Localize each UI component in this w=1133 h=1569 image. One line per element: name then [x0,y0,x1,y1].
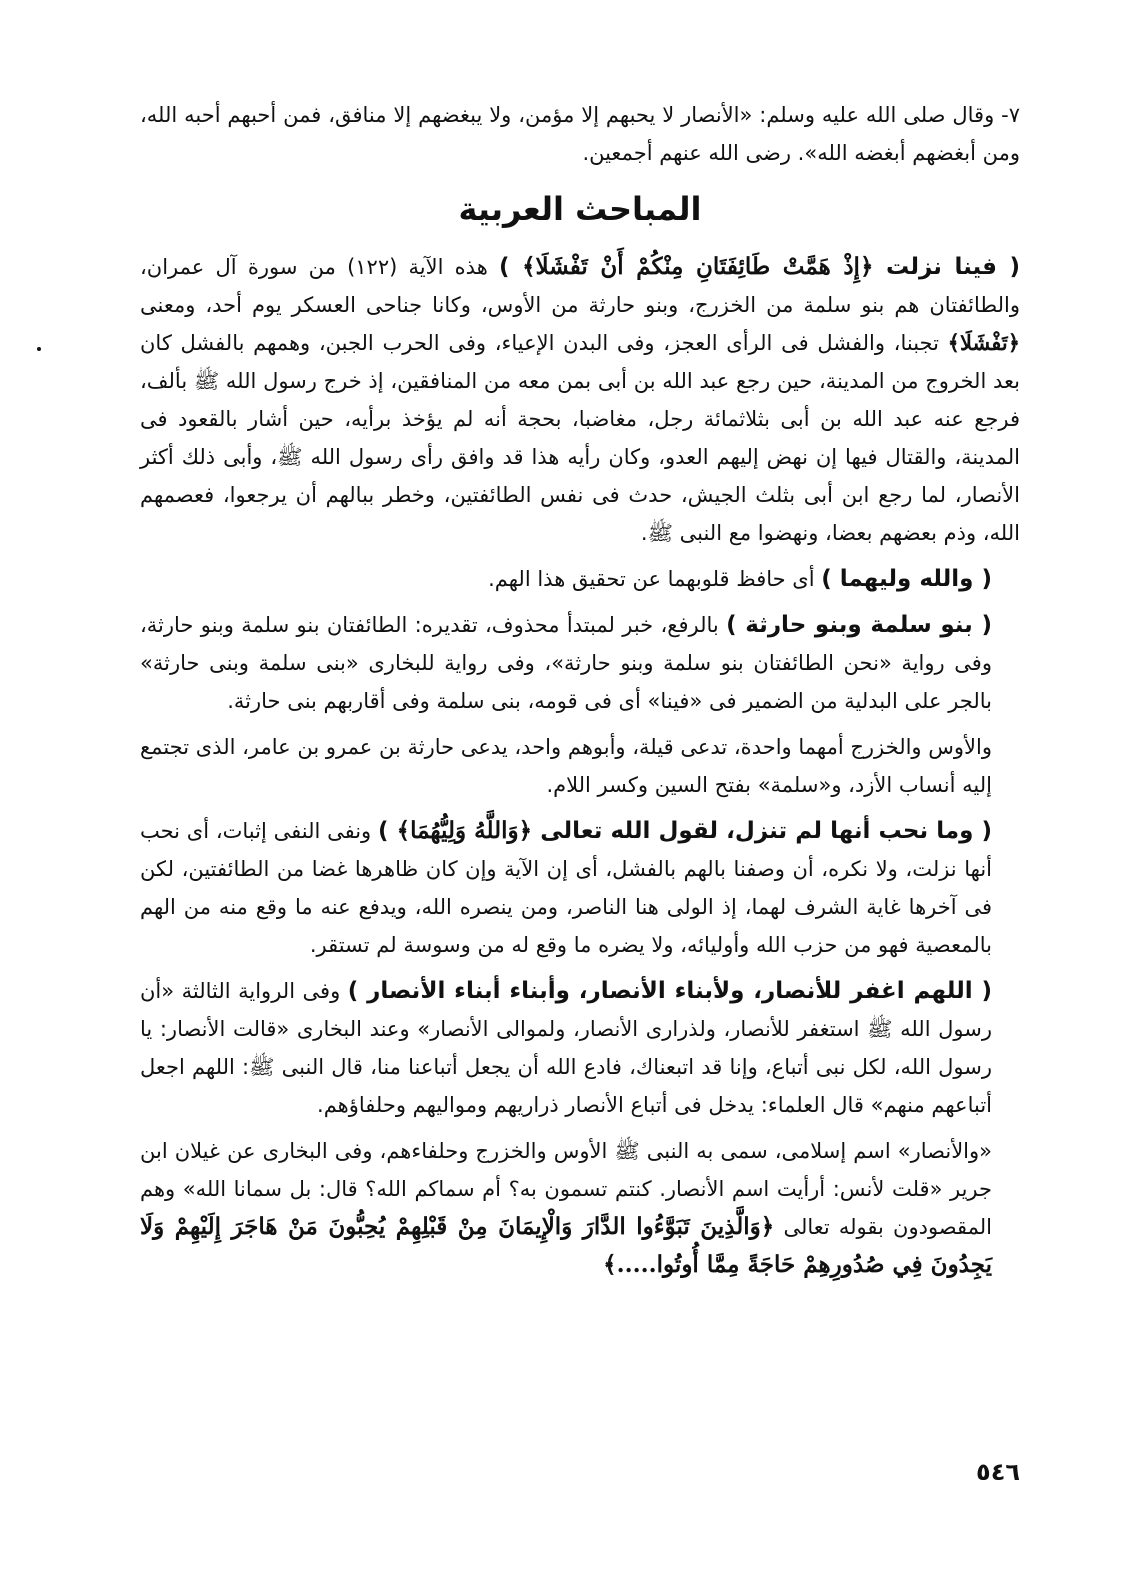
section-2-body: أى حافظ قلوبهما عن تحقيق هذا الهم. [488,567,822,591]
section-2 [140,560,1020,598]
section-1-body-2: تجبنا، والفشل فى الرأى العجز، وفى البدن الإعياء، وفى الحرب الجبن، وهمهم بالفشل كان بعد الخروج من المدينة، حين رجع عبد الله بن أبى بمن معه من المنافقين، إذ خرج رسول الله ﷺ بألف، فرجع عنه عبد الله بن أبى بثلاثمائة رجل، مغاضبا، بحجة أنه لم يؤخذ برأيه، حين أشار بالقعود فى المدينة، والقتال فيها إن نهض إليهم العدو، وكان رأيه هذا قد وافق رأى رسول الله ﷺ، وأبى ذلك أكثر الأنصار، لما رجع ابن أبى بثلث الجيش، حدث فى نفس الطائفتين، وخطر ببالهم أن يرجعوا، فعصمهم الله، وذم بعضهم بعضا، ونهضوا مع النبى ﷺ. [140,331,1020,545]
section-7-body: «والأنصار» اسم إسلامى، سمى به النبى ﷺ الأوس والخزرج وحلفاءهم، وفى البخارى عن غيلان ابن جرير «قلت لأنس: أرأيت اسم الأنصار. كنتم تسمون به؟ أم سماكم الله؟ قال: بل سمانا الله» وهم المقصودون بقوله تعالى [140,1139,993,1239]
section-3-body: بالرفع، خبر لمبتدأ محذوف، تقديره: الطائفتان بنو سلمة وبنو حارثة، وفى رواية «نحن الطائفتان بنو سلمة وبنو حارثة»، وفى رواية للبخارى «بنى سلمة وبنى حارثة» بالجر على البدلية من الضمير فى «فينا» أى فى قومه، بنى سلمة وفى أقاربهم بنى حارثة. [140,613,992,713]
page-body [140,96,1020,1292]
page-number: ٥٤٦ [976,1458,1020,1486]
section-1-lead-close: ) [499,254,523,280]
section-3 [140,606,1020,720]
section-title: المباحث العربية [458,190,702,228]
section-5-lead: ( وما نحب أنها لم تنزل، لقول الله تعالى [532,818,993,844]
section-6-body: وفى الرواية الثالثة «أن رسول الله ﷺ استغفر للأنصار، ولذرارى الأنصار، ولموالى الأنصار» وعند البخارى «قالت الأنصار: يا رسول الله، لكل نبى أتباع، وإنا قد اتبعناك، فادع الله أن يجعل أتباعنا منا، قال النبى ﷺ: اللهم اجعل أتباعهم منهم» قال العلماء: يدخل فى أتباع الأنصار ذراريهم ومواليهم وحلفاؤهم. [140,979,992,1117]
section-5 [140,812,1020,964]
section-4: والأوس والخزرج أمهما واحدة، تدعى قيلة، وأبوهم واحد، يدعى حارثة بن عمرو بن عامر، الذى تجتمع إليه أنساب الأزد، و«سلمة» بفتح السين وكسر اللام. [140,735,992,797]
section-6-lead: ( اللهم اغفر للأنصار، ولأبناء الأنصار، وأبناء أبناء الأنصار ) [347,978,992,1004]
paragraph-7: ٧- وقال صلى الله عليه وسلم: «الأنصار لا يحبهم إلا مؤمن، ولا يبغضهم إلا منافق، فمن أحبهم أحبه الله، ومن أبغضهم أبغضه الله». رضى الله عنهم أجمعين. [140,103,1020,165]
section-2-lead: ( والله وليهما ) [821,566,992,592]
section-7-quran: ﴿وَالَّذِينَ تَبَوَّءُوا الدَّارَ وَالْإِيمَانَ مِنْ قَبْلِهِمْ يُحِبُّونَ مَنْ هَاجَرَ إِلَيْهِمْ وَلَا يَجِدُونَ فِي صُدُورِهِمْ حَاجَةً مِمَّا أُوتُوا.....﴾ [140,1213,992,1278]
section-1-quran: ﴿إِذْ هَمَّتْ طَائِفَتَانِ مِنْكُمْ أَنْ تَفْشَلَا﴾ [522,253,874,280]
section-7 [140,1132,1020,1284]
section-5-body: ونفى النفى إثبات، أى نحب أنها نزلت، ولا نكره، أن وصفنا بالهم بالفشل، أى إن الآية وإن كان ظاهرها غضا من الطائفتين، لكن فى آخرها غاية الشرف لهما، إذ الولى هنا الناصر، ومن ينصره الله، ويدفع عنه ما وقع منه من الهم بالمعصية فهو من حزب الله وأوليائه، ولا يضره ما وقع له من وسوسة لم تستقر. [140,819,992,957]
section-1-lead: ( فينا نزلت [873,254,1021,280]
section-1 [140,248,1020,552]
section-5-quran: ﴿وَاللَّهُ وَلِيُّهُمَا﴾ [396,817,533,844]
section-3-lead: ( بنو سلمة وبنو حارثة ) [726,612,992,638]
stray-dot [37,347,41,351]
section-1-quran-2: ﴿تَفْشَلَا﴾ [947,330,1020,355]
section-5-lead-close: ) [377,818,397,844]
section-6 [140,972,1020,1124]
section-1-body: هذه الآية (١٢٢) من سورة آل عمران، والطائفتان هم بنو سلمة من الخزرج، وبنو حارثة من الأوس، وكانا جناحى العسكر يوم أحد، ومعنى [140,255,1020,317]
